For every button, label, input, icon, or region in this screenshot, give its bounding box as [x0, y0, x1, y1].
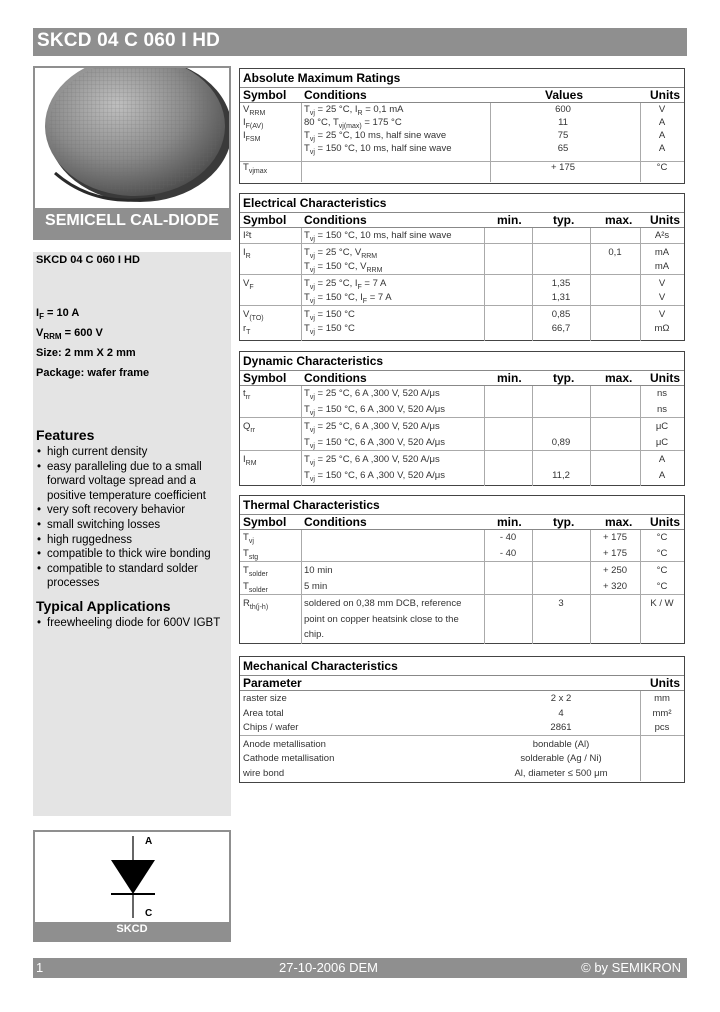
- mechanical-header: [240, 675, 684, 691]
- column-divider: [484, 530, 485, 644]
- table-cell: 80 °C, $T_{vj(max)} = 175$ °C: [304, 117, 402, 130]
- col-max: max.: [605, 515, 633, 529]
- col-conditions: Conditions: [304, 515, 367, 529]
- table-cell: $V_{RRM}$: [243, 104, 266, 117]
- table-cell: °C: [656, 547, 668, 559]
- table-cell: $T_{vj} = 150$ °C: [304, 308, 355, 322]
- thermal-table: [239, 495, 685, 644]
- col-conditions: Conditions: [304, 371, 367, 385]
- table-cell: A²s: [654, 230, 670, 241]
- thermal-title: Thermal Characteristics: [243, 498, 380, 512]
- table-cell: mm: [654, 693, 670, 704]
- electrical-table: [239, 193, 685, 341]
- product-image: [35, 68, 229, 208]
- column-divider: [590, 386, 591, 486]
- table-cell: $T_{vj} = 150$ °C, $V_{RRM}$: [304, 261, 383, 274]
- col-symbol: Symbol: [243, 371, 287, 385]
- table-cell: A: [658, 143, 666, 154]
- table-cell: V: [658, 292, 666, 303]
- cathode-label: C: [145, 908, 153, 919]
- table-cell: 66,7: [551, 323, 571, 334]
- table-cell: $T_{vj} = 150$ °C, 6 A ,300 V, 520 A/μs: [304, 469, 446, 483]
- col-units: Units: [650, 213, 680, 227]
- dynamic-table: [239, 351, 685, 486]
- applications-list: [36, 616, 232, 631]
- spec-if: $I_F = 10$ A: [36, 307, 80, 322]
- table-cell: A: [658, 454, 666, 465]
- table-cell: Area total: [243, 707, 284, 719]
- col-units: Units: [650, 515, 680, 529]
- table-cell: μC: [655, 436, 669, 448]
- table-cell: V: [658, 104, 666, 115]
- table-cell: $V_F$: [243, 277, 254, 291]
- electrical-title: Electrical Characteristics: [243, 196, 387, 210]
- table-cell: wire bond: [243, 767, 285, 779]
- column-divider: [490, 103, 491, 182]
- row-divider: [240, 161, 684, 162]
- table-cell: + 250: [602, 565, 628, 576]
- table-cell: $I_{RM}$: [243, 454, 257, 467]
- table-cell: $T_{solder}$: [243, 565, 268, 578]
- table-cell: 0,1: [608, 246, 622, 258]
- mechanical-table: [239, 656, 685, 783]
- row-divider: [240, 594, 684, 595]
- column-divider: [640, 228, 641, 341]
- title-bar: [33, 28, 687, 56]
- col-max: max.: [605, 213, 633, 227]
- table-cell: - 40: [499, 532, 517, 543]
- column-divider: [484, 228, 485, 341]
- row-divider: [240, 735, 684, 736]
- mechanical-title: Mechanical Characteristics: [243, 659, 398, 673]
- col-max: max.: [605, 371, 633, 385]
- sidebar: [33, 252, 231, 816]
- wafer-icon: [35, 68, 229, 208]
- table-cell: 0,85: [551, 308, 571, 320]
- table-cell: + 175: [602, 532, 628, 543]
- col-values: Values: [545, 88, 584, 102]
- diode-caption: SKCD: [116, 923, 148, 935]
- table-cell: $I_{FSM}$: [243, 130, 261, 143]
- feature-item: • very soft recovery behavior: [36, 503, 232, 518]
- table-cell: $T_{vj} = 25$ °C, 6 A ,300 V, 520 A/μs: [304, 388, 440, 401]
- image-caption: SEMICELL CAL-DIODE: [45, 212, 219, 229]
- table-cell: + 175: [602, 547, 628, 559]
- column-divider: [590, 530, 591, 644]
- table-cell: $T_{vj} = 150$ °C, 6 A ,300 V, 520 A/μs: [304, 436, 446, 450]
- table-cell: 11,2: [552, 469, 570, 481]
- product-image-box: [33, 66, 231, 240]
- table-cell: A: [658, 117, 666, 128]
- column-divider: [301, 228, 302, 341]
- table-cell: 2 x 2: [550, 693, 572, 704]
- col-symbol: Symbol: [243, 515, 287, 529]
- table-cell: $V_{(TO)}$: [243, 308, 264, 322]
- table-cell: A: [658, 469, 666, 481]
- table-cell: 75: [557, 130, 569, 141]
- column-divider: [640, 386, 641, 486]
- row-divider: [240, 274, 684, 275]
- table-cell: $T_{vj} = 150$ °C, 6 A ,300 V, 520 A/μs: [304, 403, 446, 417]
- table-cell: 1,35: [551, 277, 571, 289]
- col-min: min.: [497, 213, 522, 227]
- table-cell: mΩ: [654, 323, 670, 334]
- table-cell: 5 min: [304, 580, 328, 592]
- column-divider: [590, 228, 591, 341]
- table-cell: $T_{vjmax}$: [243, 162, 268, 175]
- feature-item: • high ruggedness: [36, 533, 232, 548]
- table-cell: $T_{vj} = 150$ °C, $I_F = 7$ A: [304, 292, 392, 305]
- column-divider: [301, 386, 302, 486]
- table-cell: $T_{stg}$: [243, 547, 259, 561]
- col-units: Units: [650, 371, 680, 385]
- column-divider: [301, 103, 302, 182]
- table-cell: point on copper heatsink close to the: [304, 613, 459, 625]
- column-divider: [640, 530, 641, 644]
- col-conditions: Conditions: [304, 213, 367, 227]
- page-number: 1: [36, 960, 44, 975]
- column-divider: [640, 691, 641, 781]
- table-cell: ns: [656, 403, 668, 415]
- table-cell: °C: [656, 580, 668, 592]
- col-symbol: Symbol: [243, 213, 287, 227]
- dynamic-title: Dynamic Characteristics: [243, 354, 384, 368]
- table-cell: A: [658, 130, 666, 141]
- row-divider: [240, 305, 684, 306]
- table-cell: 11: [558, 117, 568, 128]
- table-cell: mA: [654, 261, 670, 272]
- table-cell: K / W: [650, 598, 674, 609]
- table-cell: Anode metallisation: [243, 738, 326, 750]
- footer-copyright: © by SEMIKRON: [581, 960, 681, 975]
- spec-size: Size: 2 mm X 2 mm: [36, 347, 136, 359]
- application-item: • freewheeling diode for 600V IGBT: [36, 616, 232, 631]
- table-cell: $I_{F(AV)}$: [243, 117, 264, 130]
- row-divider: [240, 417, 684, 418]
- table-cell: V: [658, 308, 666, 320]
- footer-date: 27-10-2006 DEM: [279, 960, 378, 975]
- table-cell: $T_{vj} = 25$ °C, $V_{RRM}$: [304, 246, 378, 260]
- table-cell: mA: [654, 246, 670, 258]
- diode-icon: [35, 832, 229, 922]
- col-typ: typ.: [553, 213, 575, 227]
- table-cell: 65: [557, 143, 569, 154]
- table-cell: $I_R$: [243, 246, 251, 260]
- feature-item: • compatible to standard solder processes: [36, 562, 232, 591]
- table-cell: $T_{vj}$: [243, 532, 254, 545]
- table-cell: μC: [655, 421, 669, 432]
- table-cell: raster size: [243, 693, 287, 704]
- table-cell: $T_{vj} = 25$ °C, 10 ms, half sine wave: [304, 130, 447, 143]
- table-cell: Al, diameter ≤ 500 μm: [514, 767, 608, 779]
- col-min: min.: [497, 515, 522, 529]
- table-cell: - 40: [499, 547, 517, 559]
- table-cell: $T_{solder}$: [243, 580, 268, 594]
- table-cell: °C: [656, 162, 668, 173]
- table-cell: $T_{vj} = 150$ °C, 10 ms, half sine wave: [304, 143, 452, 156]
- table-cell: $T_{vj} = 25$ °C, 6 A ,300 V, 520 A/μs: [304, 421, 440, 434]
- table-cell: 4: [558, 707, 564, 719]
- table-cell: I²t: [243, 230, 252, 241]
- col-typ: typ.: [553, 371, 575, 385]
- table-cell: 0,89: [551, 436, 571, 448]
- feature-item: • small switching losses: [36, 518, 232, 533]
- features-heading: Features: [36, 427, 95, 443]
- table-cell: 3: [558, 598, 564, 609]
- row-divider: [240, 450, 684, 451]
- table-cell: $R_{th(j-h)}$: [243, 598, 269, 611]
- column-divider: [532, 386, 533, 486]
- table-cell: + 175: [550, 162, 576, 173]
- sidebar-part-number: SKCD 04 C 060 I HD: [36, 254, 140, 266]
- column-divider: [532, 530, 533, 644]
- row-divider: [240, 243, 684, 244]
- table-cell: $T_{vj} = 150$ °C: [304, 323, 355, 336]
- table-cell: $T_{vj} = 25$ °C, $I_R = 0,1$ mA: [304, 104, 404, 117]
- table-cell: °C: [656, 565, 668, 576]
- row-divider: [240, 561, 684, 562]
- abs-max-header: [240, 87, 684, 103]
- table-cell: $Q_{rr}$: [243, 421, 256, 434]
- abs-max-table: [239, 68, 685, 184]
- feature-item: • compatible to thick wire bonding: [36, 547, 232, 562]
- col-units: Units: [650, 88, 680, 102]
- spec-vrrm: $V_{RRM} = 600$ V: [36, 327, 103, 342]
- table-cell: soldered on 0,38 mm DCB, reference: [304, 598, 462, 609]
- col-conditions: Conditions: [304, 88, 367, 102]
- table-cell: 10 min: [304, 565, 333, 576]
- table-cell: 2861: [550, 722, 572, 733]
- table-cell: 1,31: [551, 292, 571, 303]
- table-cell: °C: [656, 532, 668, 543]
- table-cell: ns: [656, 388, 668, 399]
- footer: [33, 958, 687, 978]
- column-divider: [532, 228, 533, 341]
- table-cell: $T_{vj} = 150$ °C, 10 ms, half sine wave: [304, 230, 452, 243]
- table-cell: $T_{vj} = 25$ °C, $I_F = 7$ A: [304, 277, 387, 291]
- document-title: SKCD 04 C 060 I HD: [37, 30, 221, 51]
- col-units: Units: [650, 676, 680, 690]
- table-cell: 600: [555, 104, 571, 115]
- col-min: min.: [497, 371, 522, 385]
- table-cell: pcs: [654, 722, 670, 733]
- table-cell: Cathode metallisation: [243, 753, 335, 764]
- dynamic-header: [240, 370, 684, 386]
- table-cell: $T_{vj} = 25$ °C, 6 A ,300 V, 520 A/μs: [304, 454, 440, 467]
- column-divider: [484, 386, 485, 486]
- table-cell: V: [658, 277, 666, 289]
- col-parameter: Parameter: [243, 676, 302, 690]
- anode-label: A: [145, 836, 153, 847]
- table-cell: $r_T$: [243, 323, 251, 336]
- table-cell: $t_{rr}$: [243, 388, 251, 401]
- table-cell: mm²: [652, 707, 672, 719]
- spec-package: Package: wafer frame: [36, 367, 150, 379]
- electrical-header: [240, 212, 684, 228]
- col-symbol: Symbol: [243, 88, 287, 102]
- thermal-header: [240, 514, 684, 530]
- column-divider: [301, 530, 302, 644]
- table-cell: chip.: [304, 629, 325, 640]
- table-cell: Chips / wafer: [243, 722, 299, 733]
- features-list: [36, 445, 232, 591]
- applications-heading: Typical Applications: [36, 598, 171, 614]
- abs-max-title: Absolute Maximum Ratings: [243, 71, 401, 85]
- feature-item: • easy paralleling due to a small forward voltage spread and a positive temperature coefficient: [36, 460, 232, 504]
- feature-item: • high current density: [36, 445, 232, 460]
- table-cell: + 320: [602, 580, 628, 592]
- col-typ: typ.: [553, 515, 575, 529]
- column-divider: [640, 103, 641, 182]
- table-cell: solderable (Ag / Ni): [520, 753, 602, 764]
- table-cell: bondable (Al): [532, 738, 590, 750]
- diode-symbol-box: [33, 830, 231, 942]
